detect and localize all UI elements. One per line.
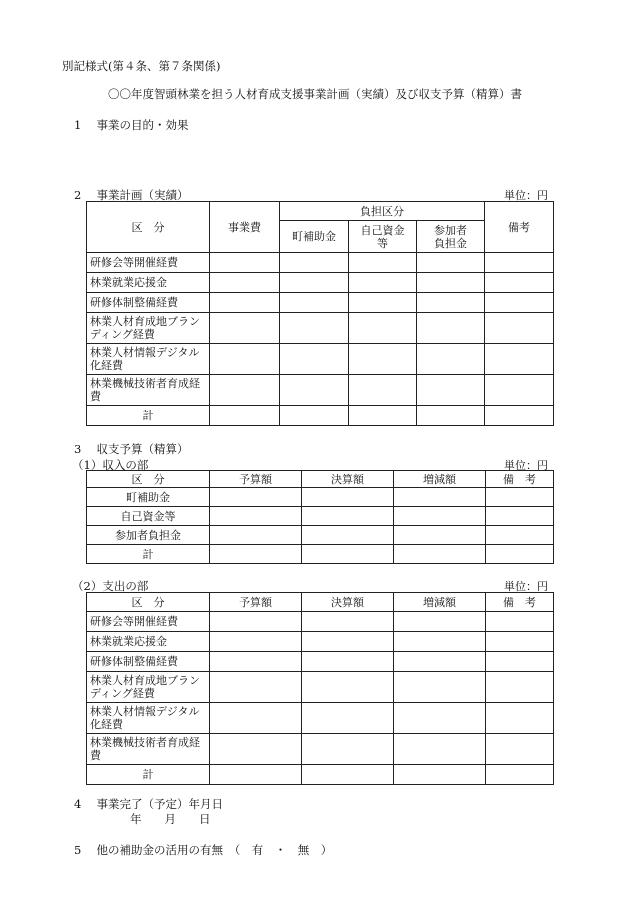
cell[interactable] bbox=[394, 765, 486, 785]
table-row bbox=[87, 734, 554, 765]
cell[interactable] bbox=[417, 273, 485, 293]
cell[interactable] bbox=[485, 313, 554, 344]
cell[interactable] bbox=[210, 765, 302, 785]
cell[interactable] bbox=[394, 488, 486, 507]
cell[interactable] bbox=[210, 344, 280, 375]
cell[interactable] bbox=[417, 375, 485, 406]
cell[interactable] bbox=[210, 612, 302, 632]
completion-date[interactable]: 年 月 日 bbox=[130, 812, 211, 826]
table-row bbox=[87, 652, 554, 672]
cell[interactable] bbox=[486, 652, 554, 672]
header-participant: 参加者負担金 bbox=[417, 221, 485, 253]
table-row bbox=[87, 313, 554, 344]
row-label: 林業人材情報デジタル化経費 bbox=[87, 703, 210, 734]
cell[interactable] bbox=[210, 652, 302, 672]
row-label: 計 bbox=[87, 406, 210, 426]
cell[interactable] bbox=[486, 545, 554, 564]
section-number: 2 bbox=[74, 188, 82, 202]
header-settlement: 決算額 bbox=[302, 593, 394, 612]
row-label: 自己資金等 bbox=[87, 507, 210, 526]
cell[interactable] bbox=[210, 734, 302, 765]
unit-label: 単位：円 bbox=[504, 459, 548, 472]
cell[interactable] bbox=[210, 488, 302, 507]
header-project-cost: 事業費 bbox=[210, 202, 280, 253]
table-row bbox=[87, 507, 554, 526]
row-label: 研修会等開催経費 bbox=[87, 612, 210, 632]
cell[interactable] bbox=[394, 734, 486, 765]
cell[interactable] bbox=[210, 672, 302, 703]
expense-table bbox=[86, 592, 554, 785]
cell[interactable] bbox=[302, 488, 394, 507]
cell[interactable] bbox=[486, 734, 554, 765]
income-heading: （1）収入の部 bbox=[72, 458, 149, 472]
cell[interactable] bbox=[280, 375, 349, 406]
row-label: 計 bbox=[87, 765, 210, 785]
header-burden: 負担区分 bbox=[280, 202, 485, 221]
cell[interactable] bbox=[394, 652, 486, 672]
row-label: 林業人材育成地ブランディング経費 bbox=[87, 313, 210, 344]
cell[interactable] bbox=[210, 293, 280, 313]
expense-heading: （2）支出の部 bbox=[72, 579, 149, 593]
table-row-total bbox=[87, 406, 554, 426]
cell[interactable] bbox=[210, 375, 280, 406]
document-title: 〇〇年度智頭林業を担う人材育成支援事業計画（実績）及び収支予算（精算）書 bbox=[108, 87, 522, 101]
unit-label: 単位：円 bbox=[504, 189, 548, 202]
cell[interactable] bbox=[486, 526, 554, 545]
cell[interactable] bbox=[210, 632, 302, 652]
cell[interactable] bbox=[486, 507, 554, 526]
cell[interactable] bbox=[485, 253, 554, 273]
table-row bbox=[87, 293, 554, 313]
row-label: 計 bbox=[87, 545, 210, 564]
cell[interactable] bbox=[486, 632, 554, 652]
cell[interactable] bbox=[302, 703, 394, 734]
table-row bbox=[87, 612, 554, 632]
header-remarks: 備 考 bbox=[486, 471, 554, 488]
cell[interactable] bbox=[486, 672, 554, 703]
section-title: 収支予算（精算） bbox=[96, 442, 189, 456]
cell[interactable] bbox=[210, 313, 280, 344]
cell[interactable] bbox=[210, 406, 280, 426]
cell[interactable] bbox=[394, 672, 486, 703]
row-label: 町補助金 bbox=[87, 488, 210, 507]
section-title[interactable]: 他の補助金の活用の有無 （ 有 ・ 無 ） bbox=[96, 843, 333, 857]
cell[interactable] bbox=[302, 545, 394, 564]
cell[interactable] bbox=[302, 652, 394, 672]
cell[interactable] bbox=[485, 293, 554, 313]
cell[interactable] bbox=[349, 406, 417, 426]
header-change: 増減額 bbox=[394, 471, 486, 488]
cell[interactable] bbox=[394, 612, 486, 632]
cell[interactable] bbox=[280, 313, 349, 344]
cell[interactable] bbox=[280, 406, 349, 426]
cell[interactable] bbox=[349, 293, 417, 313]
cell[interactable] bbox=[349, 313, 417, 344]
section-number: 4 bbox=[74, 797, 82, 811]
cell[interactable] bbox=[417, 293, 485, 313]
cell[interactable] bbox=[280, 344, 349, 375]
table-row-total bbox=[87, 545, 554, 564]
cell[interactable] bbox=[394, 703, 486, 734]
row-label: 研修体制整備経費 bbox=[87, 652, 210, 672]
cell[interactable] bbox=[349, 253, 417, 273]
header-town-subsidy: 町補助金 bbox=[280, 221, 349, 253]
cell[interactable] bbox=[485, 406, 554, 426]
header-category: 区 分 bbox=[87, 593, 210, 612]
header-own-funds: 自己資金等 bbox=[349, 221, 417, 253]
header-remarks: 備考 bbox=[485, 202, 554, 253]
header-budget: 予算額 bbox=[210, 471, 302, 488]
table-row bbox=[87, 253, 554, 273]
row-label: 林業人材育成地ブランディング経費 bbox=[87, 672, 210, 703]
cell[interactable] bbox=[280, 253, 349, 273]
cell[interactable] bbox=[486, 703, 554, 734]
income-table bbox=[86, 470, 554, 564]
cell[interactable] bbox=[302, 672, 394, 703]
cell[interactable] bbox=[349, 375, 417, 406]
cell[interactable] bbox=[280, 293, 349, 313]
section-number: 5 bbox=[74, 843, 82, 857]
cell[interactable] bbox=[417, 344, 485, 375]
row-label: 研修会等開催経費 bbox=[87, 253, 210, 273]
header-category: 区 分 bbox=[87, 202, 210, 253]
cell[interactable] bbox=[302, 632, 394, 652]
section-number: 3 bbox=[74, 442, 82, 456]
cell[interactable] bbox=[417, 253, 485, 273]
cell[interactable] bbox=[417, 406, 485, 426]
header-category: 区 分 bbox=[87, 471, 210, 488]
cell[interactable] bbox=[210, 526, 302, 545]
section-title: 事業完了（予定）年月日 bbox=[96, 797, 223, 811]
section-4-heading bbox=[74, 796, 223, 812]
section-5-heading bbox=[74, 842, 332, 858]
table-row bbox=[87, 703, 554, 734]
cell[interactable] bbox=[394, 507, 486, 526]
cell[interactable] bbox=[349, 273, 417, 293]
cell[interactable] bbox=[394, 545, 486, 564]
project-plan-table bbox=[86, 201, 554, 426]
row-label: 林業就業応援金 bbox=[87, 632, 210, 652]
cell[interactable] bbox=[302, 526, 394, 545]
row-label: 林業就業応援金 bbox=[87, 273, 210, 293]
form-label: 別記様式(第４条、第７条関係) bbox=[62, 59, 221, 73]
row-label: 林業機械技術者育成経費 bbox=[87, 375, 210, 406]
section-title: 事業計画（実績） bbox=[96, 188, 189, 202]
cell[interactable] bbox=[302, 507, 394, 526]
cell[interactable] bbox=[394, 632, 486, 652]
row-label: 参加者負担金 bbox=[87, 526, 210, 545]
cell[interactable] bbox=[302, 612, 394, 632]
header-change: 増減額 bbox=[394, 593, 486, 612]
cell[interactable] bbox=[394, 526, 486, 545]
cell[interactable] bbox=[210, 507, 302, 526]
cell[interactable] bbox=[417, 313, 485, 344]
section-number: 1 bbox=[74, 118, 82, 132]
table-row bbox=[87, 672, 554, 703]
cell[interactable] bbox=[280, 273, 349, 293]
table-row bbox=[87, 632, 554, 652]
header-budget: 予算額 bbox=[210, 593, 302, 612]
cell[interactable] bbox=[486, 612, 554, 632]
section-3-heading bbox=[74, 441, 188, 457]
cell[interactable] bbox=[485, 344, 554, 375]
unit-label: 単位：円 bbox=[504, 580, 548, 593]
cell[interactable] bbox=[349, 344, 417, 375]
cell[interactable] bbox=[485, 375, 554, 406]
cell[interactable] bbox=[210, 545, 302, 564]
header-remarks: 備 考 bbox=[486, 593, 554, 612]
cell[interactable] bbox=[486, 765, 554, 785]
row-label: 林業人材情報デジタル化経費 bbox=[87, 344, 210, 375]
section-title: 事業の目的・効果 bbox=[96, 118, 189, 132]
cell[interactable] bbox=[210, 703, 302, 734]
cell[interactable] bbox=[210, 273, 280, 293]
table-row-total bbox=[87, 765, 554, 785]
row-label: 林業機械技術者育成経費 bbox=[87, 734, 210, 765]
cell[interactable] bbox=[302, 734, 394, 765]
cell[interactable] bbox=[485, 273, 554, 293]
table-row bbox=[87, 344, 554, 375]
cell[interactable] bbox=[210, 253, 280, 273]
header-settlement: 決算額 bbox=[302, 471, 394, 488]
table-row bbox=[87, 526, 554, 545]
row-label: 研修体制整備経費 bbox=[87, 293, 210, 313]
section-1-heading bbox=[74, 117, 188, 133]
cell[interactable] bbox=[486, 488, 554, 507]
cell[interactable] bbox=[302, 765, 394, 785]
table-row bbox=[87, 375, 554, 406]
table-row bbox=[87, 273, 554, 293]
table-row bbox=[87, 488, 554, 507]
